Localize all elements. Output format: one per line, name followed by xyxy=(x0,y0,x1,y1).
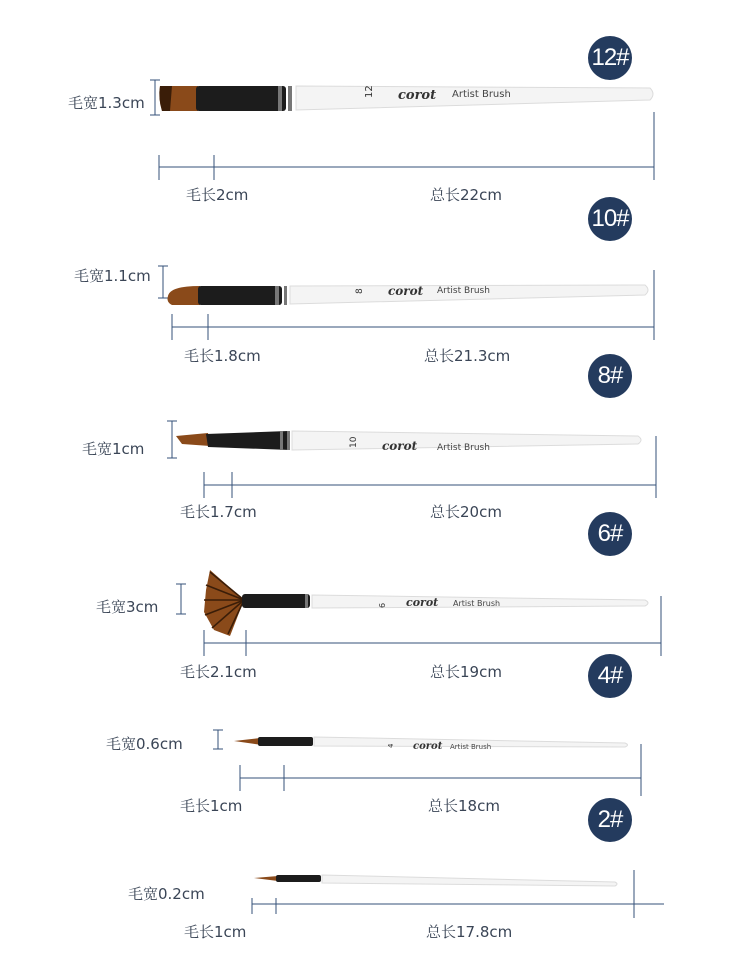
bristle-length-label: 毛长1.8cm xyxy=(184,347,261,365)
bristle-width-label: 毛宽3cm xyxy=(96,598,159,616)
bristle-width-label: 毛宽0.6cm xyxy=(106,735,183,753)
size-badge-6: 6# xyxy=(588,512,632,556)
handle-size-text: 6 xyxy=(378,602,387,608)
handle-label-text: Artist Brush xyxy=(437,443,490,453)
size-badge-2: 2# xyxy=(588,798,632,842)
bristle-length-label: 毛长2.1cm xyxy=(180,663,257,681)
handle-label-text: Artist Brush xyxy=(437,286,490,296)
bristle-length-label: 毛长1.7cm xyxy=(180,503,257,521)
handle-size-text: 8 xyxy=(355,288,365,294)
total-length-label: 总长17.8cm xyxy=(426,923,513,941)
bristle-length-label: 毛长1cm xyxy=(180,797,243,815)
total-length-label: 总长22cm xyxy=(430,186,502,204)
bristle-length-label: 毛长2cm xyxy=(186,186,249,204)
handle-size-text: 4 xyxy=(387,743,395,748)
handle-label-text: Artist Brush xyxy=(450,743,492,751)
handle-label-text: Artist Brush xyxy=(453,599,501,608)
handle-brand-text: corot xyxy=(406,596,439,609)
total-length-label: 总长21.3cm xyxy=(424,347,511,365)
handle-size-text: 10 xyxy=(349,436,359,448)
size-badge-8: 8# xyxy=(588,354,632,398)
bristle-width-label: 毛宽1cm xyxy=(82,440,145,458)
bristle-width-label: 毛宽0.2cm xyxy=(128,885,205,903)
size-badge-12: 12# xyxy=(588,36,632,80)
handle-label-text: Artist Brush xyxy=(452,89,511,100)
handle-brand-text: corot xyxy=(413,741,443,752)
bristle-width-label: 毛宽1.3cm xyxy=(68,94,145,112)
size-badge-4: 4# xyxy=(588,654,632,698)
handle-brand-text: corot xyxy=(388,284,424,298)
handle-brand-text: corot xyxy=(398,88,437,103)
handle-size-text: 12 xyxy=(364,85,375,98)
size-badge-10: 10# xyxy=(588,197,632,241)
bristle-length-label: 毛长1cm xyxy=(184,923,247,941)
total-length-label: 总长20cm xyxy=(430,503,502,521)
handle-brand-text: corot xyxy=(382,439,418,453)
bristle-width-label: 毛宽1.1cm xyxy=(74,267,151,285)
total-length-label: 总长19cm xyxy=(430,663,502,681)
total-length-label: 总长18cm xyxy=(428,797,500,815)
